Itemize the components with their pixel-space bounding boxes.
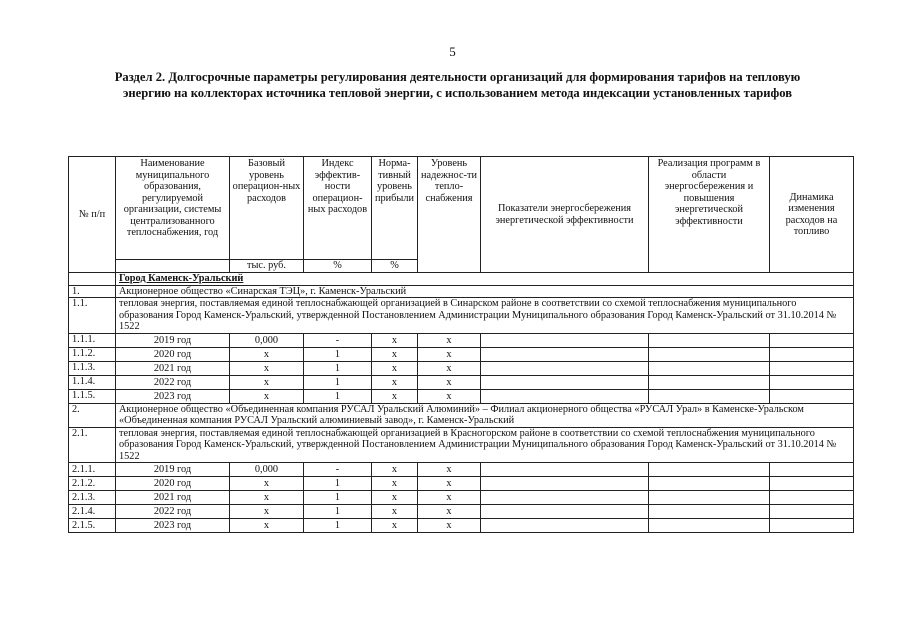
row-num: 1.1.5. — [69, 389, 116, 403]
row-index: 1 — [304, 477, 372, 491]
row-year: 2020 год — [116, 477, 230, 491]
row-num: 1.1.4. — [69, 375, 116, 389]
unit-efficiency-index: % — [304, 260, 372, 273]
org-name: Акционерное общество «Объединенная компания РУСАЛ Уральский Алюминий» – Филиал акционерного общества «РУСАЛ Урал» в Каменске-Уральском «Объединенная компания РУСАЛ Уральский алюминиевый завод», г. Каменск-Уральский — [116, 403, 854, 427]
row-num: 2.1.2. — [69, 477, 116, 491]
row-reliability: x — [418, 519, 481, 533]
header-efficiency-index: Индекс эффектив-ности операцион-ных расходов — [304, 157, 372, 260]
org-num: 1. — [69, 285, 116, 298]
row-reliability: x — [418, 389, 481, 403]
unit-name-empty — [116, 260, 230, 273]
row-profit: x — [372, 477, 418, 491]
row-base: x — [230, 491, 304, 505]
row-index: 1 — [304, 519, 372, 533]
row-index: 1 — [304, 505, 372, 519]
row-profit: x — [372, 519, 418, 533]
unit-base-level: тыс. руб. — [230, 260, 304, 273]
row-year: 2021 год — [116, 361, 230, 375]
header-profit-norm: Норма-тивный уровень прибыли — [372, 157, 418, 260]
row-profit: x — [372, 375, 418, 389]
row-base: 0,000 — [230, 333, 304, 347]
row-reliability: x — [418, 505, 481, 519]
tariff-parameters-table — [68, 156, 854, 533]
year-row — [69, 519, 854, 533]
row-profit: x — [372, 491, 418, 505]
unit-profit-norm: % — [372, 260, 418, 273]
header-programs: Реализация программ в области энергосбережения и повышения энергетической эффективности — [649, 157, 770, 273]
subsystem-name: тепловая энергия, поставляемая единой теплоснабжающей организацией в Красногорском районе в соответствии со схемой теплоснабжения муниципального образования Город Каменск-Уральский, утвержденной Постановлением Администрации Муниципального образования Город Каменск-Уральский от 31.10.2014 № 1522 — [116, 427, 854, 463]
org-row — [69, 285, 854, 298]
row-base: x — [230, 347, 304, 361]
row-index: 1 — [304, 375, 372, 389]
row-base: x — [230, 505, 304, 519]
year-row — [69, 389, 854, 403]
row-index: - — [304, 333, 372, 347]
row-reliability: x — [418, 477, 481, 491]
row-num: 2.1.4. — [69, 505, 116, 519]
year-row — [69, 347, 854, 361]
city-name: Город Каменск-Уральский — [116, 273, 854, 286]
row-index: 1 — [304, 389, 372, 403]
row-year: 2020 год — [116, 347, 230, 361]
row-profit: x — [372, 333, 418, 347]
row-index: 1 — [304, 361, 372, 375]
header-num: № п/п — [69, 157, 116, 273]
row-reliability: x — [418, 361, 481, 375]
row-base: x — [230, 477, 304, 491]
row-num: 1.1.3. — [69, 361, 116, 375]
row-reliability: x — [418, 491, 481, 505]
row-base: x — [230, 375, 304, 389]
row-profit: x — [372, 347, 418, 361]
section-title: Раздел 2. Долгосрочные параметры регулирования деятельности организаций для формирования тарифов на тепловую энергию на коллекторах источника тепловой энергии, с использованием метода индексации установленных тарифов — [114, 70, 801, 100]
row-year: 2019 год — [116, 333, 230, 347]
row-base: x — [230, 519, 304, 533]
row-year: 2023 год — [116, 389, 230, 403]
subsystem-row — [69, 298, 854, 334]
row-num: 2.1.5. — [69, 519, 116, 533]
row-year: 2022 год — [116, 375, 230, 389]
row-reliability: x — [418, 375, 481, 389]
subsystem-row — [69, 427, 854, 463]
year-row — [69, 333, 854, 347]
header-reliability: Уровень надежнос-ти тепло-снабжения — [418, 157, 481, 273]
row-num: 1.1.2. — [69, 347, 116, 361]
org-name: Акционерное общество «Синарская ТЭЦ», г. Каменск-Уральский — [116, 285, 854, 298]
year-row — [69, 491, 854, 505]
row-year: 2019 год — [116, 463, 230, 477]
header-row — [69, 157, 854, 260]
row-year: 2021 год — [116, 491, 230, 505]
subsystem-num: 1.1. — [69, 298, 116, 334]
header-energy-indicators: Показатели энергосбережения энергетической эффективности — [481, 157, 649, 273]
year-row — [69, 505, 854, 519]
row-base: x — [230, 389, 304, 403]
row-index: 1 — [304, 347, 372, 361]
row-reliability: x — [418, 347, 481, 361]
row-index: - — [304, 463, 372, 477]
row-profit: x — [372, 361, 418, 375]
year-row — [69, 477, 854, 491]
row-base: 0,000 — [230, 463, 304, 477]
row-profit: x — [372, 463, 418, 477]
row-reliability: x — [418, 333, 481, 347]
row-index: 1 — [304, 491, 372, 505]
header-base-level: Базовый уровень операцион-ных расходов — [230, 157, 304, 260]
year-row — [69, 463, 854, 477]
subsystem-name: тепловая энергия, поставляемая единой теплоснабжающей организацией в Синарском районе в соответствии со схемой теплоснабжения муниципального образования Город Каменск-Уральский, утвержденной Постановлением Администрации Муниципального образования Город Каменск-Уральский от 31.10.2014 № 1522 — [116, 298, 854, 334]
org-num: 2. — [69, 403, 116, 427]
header-fuel-dynamics: Динамика изменения расходов на топливо — [770, 157, 854, 273]
org-row — [69, 403, 854, 427]
city-row — [69, 273, 854, 286]
row-reliability: x — [418, 463, 481, 477]
row-num: 2.1.3. — [69, 491, 116, 505]
subsystem-num: 2.1. — [69, 427, 116, 463]
row-num: 1.1.1. — [69, 333, 116, 347]
row-year: 2023 год — [116, 519, 230, 533]
row-profit: x — [372, 505, 418, 519]
page-number: 5 — [449, 44, 456, 59]
year-row — [69, 375, 854, 389]
row-profit: x — [372, 389, 418, 403]
header-name: Наименование муниципального образования, регулируемой организации, системы централизованного теплоснабжения, год — [116, 157, 230, 260]
row-base: x — [230, 361, 304, 375]
row-year: 2022 год — [116, 505, 230, 519]
row-num: 2.1.1. — [69, 463, 116, 477]
year-row — [69, 361, 854, 375]
